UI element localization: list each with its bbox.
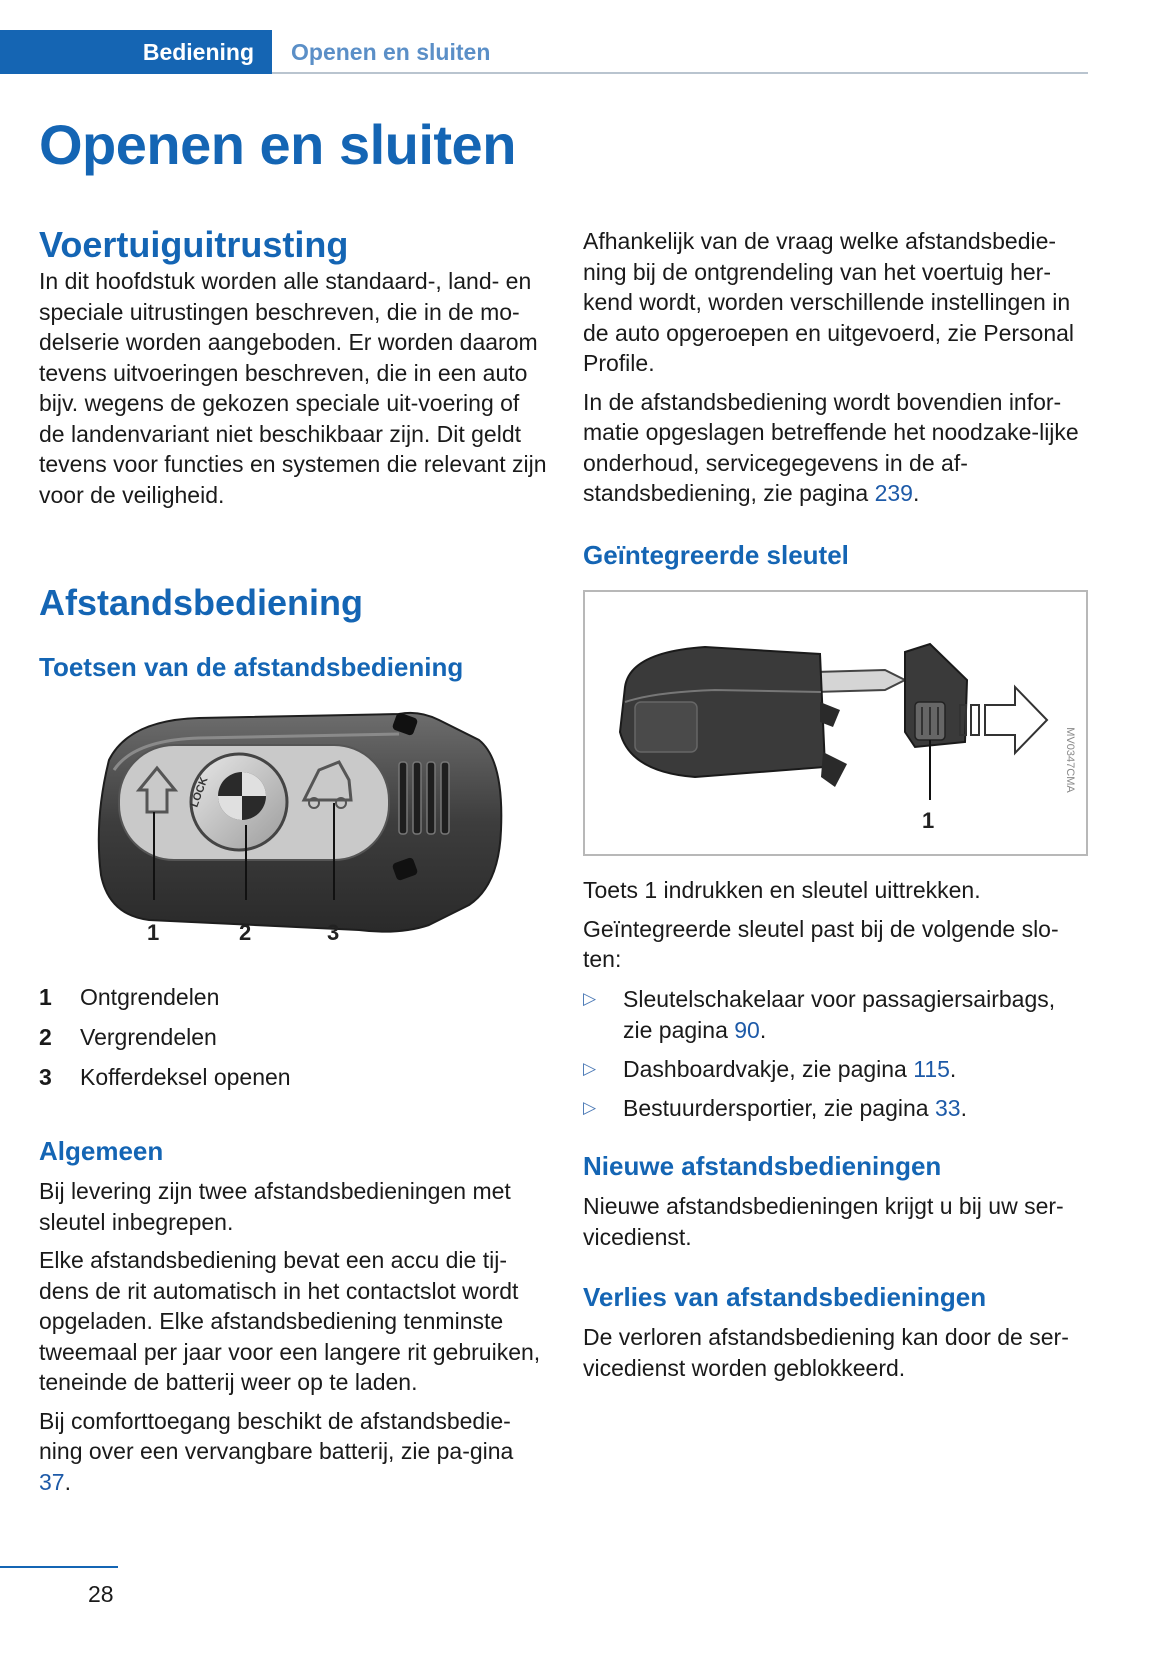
heading-nieuwe: Nieuwe afstandsbedieningen [583, 1151, 942, 1181]
page-number: 28 [88, 1581, 114, 1607]
past-text: Geïntegreerde sleutel past bij de volgende slo-ten: [583, 915, 1059, 972]
algemeen-section [39, 1176, 549, 1497]
triangle-bullet-icon: ▷ [583, 1059, 597, 1078]
heading-verlies: Verlies van afstandsbedieningen [583, 1282, 987, 1312]
key-blade [815, 670, 905, 692]
section-breadcrumb: Openen en sluiten [291, 39, 491, 65]
callout-1: 1 [147, 920, 160, 945]
nieuwe-text: Nieuwe afstandsbedieningen krijgt u bij uw ser-vicedienst. [583, 1193, 1064, 1250]
algemeen-p3: Bij comforttoegang beschikt de afstandsbedie-ning over een vervangbare batterij, zie pa-gina 37. [39, 1407, 514, 1495]
callout-1-key: 1 [922, 808, 935, 833]
page-link-37[interactable]: 37 [39, 1468, 65, 1495]
callout-2: 2 [239, 920, 252, 945]
heading-afstandsbediening: Afstandsbediening [39, 582, 364, 623]
page-link-115[interactable]: 115 [913, 1056, 950, 1082]
triangle-bullet-icon: ▷ [583, 1098, 597, 1117]
footer-rule [0, 1566, 118, 1568]
heading-algemeen: Algemeen [39, 1136, 164, 1166]
verlies-text: De verloren afstandsbediening kan door de ser-vicedienst worden geblokkeerd. [583, 1324, 1069, 1381]
bullet-text: Dashboardvakje, zie pagina 115. [623, 1056, 957, 1082]
legend-label: Kofferdeksel openen [80, 1064, 291, 1090]
bullet-text: Bestuurdersportier, zie pagina 33. [623, 1095, 967, 1121]
page-link-33[interactable]: 33 [934, 1095, 961, 1121]
legend-label: Vergrendelen [80, 1024, 217, 1050]
pull-direction-arrow-icon [960, 687, 1047, 753]
voertuig-text: In dit hoofdstuk worden alle standaard-, land- en speciale uitrustingen beschreven, die in de mo-delserie worden aangeboden. Er worden daarom tevens uitvoeringen beschreven, die in een auto bijv. wegens de gekozen speciale uit-voering of de landenvariant niet beschikbaar zijn. Dit geldt tevens voor functies en systemen die relevant zijn voor de veiligheid. [39, 268, 547, 508]
verlies-section [583, 1322, 1093, 1383]
algemeen-p1: Bij levering zijn twee afstandsbedieningen met sleutel inbegrepen. [39, 1178, 511, 1235]
triangle-bullet-icon: ▷ [583, 989, 597, 1008]
legend-label: Ontgrendelen [80, 984, 220, 1010]
key-instructions [583, 875, 1093, 975]
toets-text: Toets 1 indrukken en sleutel uittrekken. [583, 877, 981, 903]
page-title: Openen en sluiten [39, 113, 516, 176]
page-link-239[interactable]: 239 [874, 480, 913, 506]
remote-key-figure [39, 700, 549, 970]
page-link-90[interactable]: 90 [734, 1016, 760, 1043]
legend-number: 3 [39, 1064, 52, 1090]
lock-label: LOCK [188, 775, 211, 810]
integrated-key-figure [583, 590, 1088, 856]
heading-voertuiguitrusting: Voertuiguitrusting [39, 224, 349, 265]
heading-geintegreerde-sleutel: Geïntegreerde sleutel [583, 540, 849, 570]
algemeen-p2: Elke afstandsbediening bevat een accu die tij-dens de rit automatisch in het contactslot wordt opgeladen. Elke afstandsbediening tenminste tweemaal per jaar voor een langere rit gebruiken, teneinde de batterij weer op te laden. [39, 1247, 541, 1395]
header-rule [272, 72, 1088, 74]
integrated-key-drawing [585, 592, 1086, 854]
right-intro [583, 226, 1093, 509]
figure-code: MV0347CMA [1064, 727, 1076, 793]
personal-profile-text: Afhankelijk van de vraag welke afstandsbedie-ning bij de ontgrendeling van het voertuig her-kend wordt, worden verschillende instellingen in de auto opgeroepen en uitgevoerd, zie Personal Profile. [583, 228, 1075, 376]
heading-toetsen: Toetsen van de afstandsbediening [39, 652, 464, 682]
callout-3: 3 [327, 920, 340, 945]
nieuwe-section [583, 1191, 1093, 1252]
legend-number: 2 [39, 1024, 52, 1050]
bullet-text: Sleutelschakelaar voor passagiersairbags, zie pagina 90. [623, 986, 1056, 1043]
chapter-tab: Bediening [0, 30, 272, 74]
voertuig-paragraph [39, 266, 549, 510]
legend-number: 1 [39, 984, 52, 1010]
service-data-text: In de afstandsbediening wordt bovendien infor-matie opgeslagen betreffende het noodzake-lijke onderhoud, servicegegevens in de af-standsbediening, zie pagina 239. [583, 388, 1079, 506]
